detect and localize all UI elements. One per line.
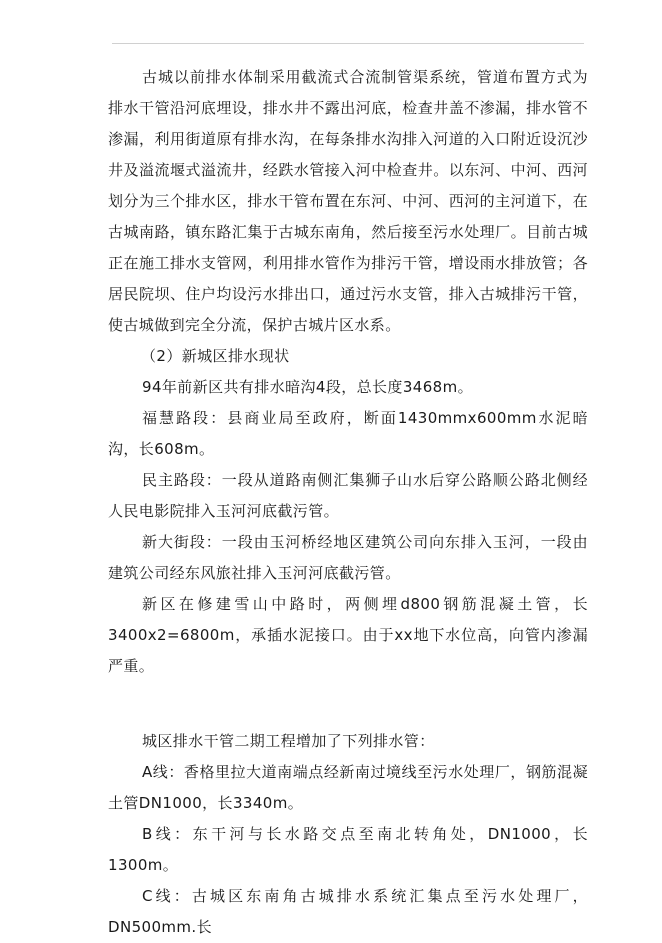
paragraph-gap <box>108 682 588 726</box>
header-rule <box>112 43 584 44</box>
paragraph-minzhu-road: 民主路段：一段从道路南侧汇集狮子山水后穿公路顺公路北侧经人民电影院排入玉河河底截污管。 <box>108 471 588 520</box>
paragraph-fuhui-road: 福慧路段：县商业局至政府，断面1430mmx600mm水泥暗沟，长608m。 <box>108 409 588 458</box>
paragraph-line-c: C线：古城区东南角古城排水系统汇集点至污水处理厂，DN500mm.长 <box>108 887 588 936</box>
paragraph-phase-two: 城区排水干管二期工程增加了下列排水管： <box>142 732 435 750</box>
paragraph-old-town-drainage: 古城以前排水体制采用截流式合流制管渠系统，管道布置方式为排水干管沿河底埋设，排水井不露出河底，检查井盖不渗漏，排水管不渗漏，利用街道原有排水沟，在每条排水沟排入河道的入口附近设沉沙井及溢流堰式溢流井，经跌水管接入河中检查井。以东河、中河、西河划分为三个排水区，排水干管布置在东河、中河、西河的主河道下，在古城南路，镇东路汇集于古城东南角，然后接至污水处理厂。目前古城正在施工排水支管网，利用排水管作为排污干管，增设雨水排放管；各居民院坝、住户均设污水排出口，通过污水支管，排入古城排污干管，使古城做到完全分流，保护古城片区水系。 <box>108 68 588 334</box>
paragraph-xinda-street: 新大街段：一段由玉河桥经地区建筑公司向东排入玉河，一段由建筑公司经东风旅社排入玉河河底截污管。 <box>108 533 588 582</box>
paragraph-ditch-summary: 94年前新区共有排水暗沟4段，总长度3468m。 <box>142 378 474 396</box>
paragraph-xueshan-road: 新区在修建雪山中路时，两侧埋d800钢筋混凝土管，长3400x2=6800m，承插水泥接口。由于xx地下水位高，向管内渗漏严重。 <box>108 595 588 675</box>
section-heading-new-district: （2）新城区排水现状 <box>141 347 290 365</box>
paragraph-line-b: B线：东干河与长水路交点至南北转角处，DN1000，长1300m。 <box>108 825 588 874</box>
document-body <box>108 62 588 943</box>
paragraph-line-a: A线：香格里拉大道南端点经新南过境线至污水处理厂，钢筋混凝土管DN1000，长3340m。 <box>108 763 588 812</box>
